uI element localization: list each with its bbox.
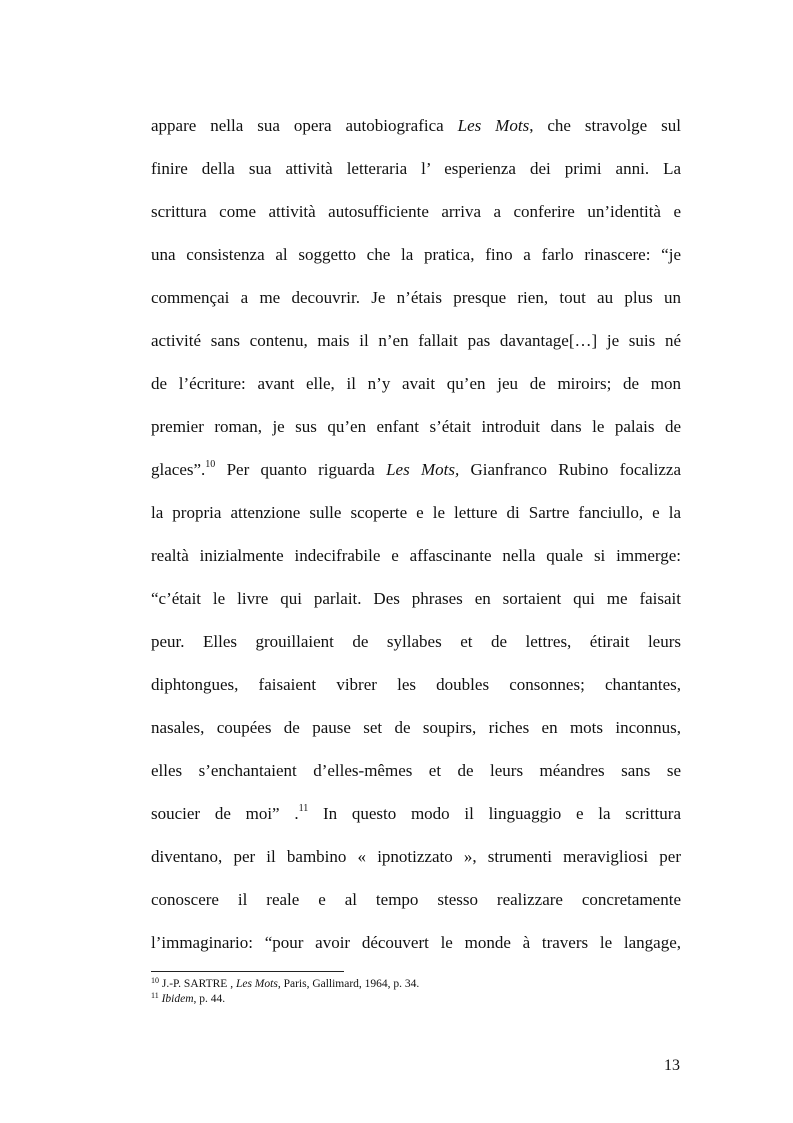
text-line [151, 323, 681, 366]
text-run: appare nella sua opera autobiografica [151, 116, 458, 135]
italic-title: Les Mots [457, 116, 530, 135]
text-run: l’immaginario: “pour avoir découvert le monde à travers le langage, [151, 933, 681, 952]
footnote-10 [151, 977, 681, 992]
text-run: una consistenza al soggetto che la pratica, fino a farlo rinascere: “je [151, 245, 681, 264]
footnote-number: 11 [151, 991, 159, 1000]
text-line [151, 925, 681, 968]
text-run: peur. Elles grouillaient de syllabes et de lettres, étirait leurs [151, 632, 681, 651]
text-line [151, 882, 681, 925]
text-line [151, 538, 681, 581]
text-run: finire della sua attività letteraria l’ esperienza dei primi anni. La [151, 159, 681, 178]
text-run: Per quanto riguarda [215, 460, 387, 479]
text-run: diventano, per il bambino « ipnotizzato », strumenti meravigliosi per [151, 847, 681, 866]
text-run: soucier de moi” . [151, 804, 299, 823]
text-run: de l’écriture: avant elle, il n’y avait qu’en jeu de miroirs; de mon [151, 374, 681, 393]
text-line [151, 495, 681, 538]
footnote-separator [151, 971, 344, 972]
text-run: la propria attenzione sulle scoperte e le letture di Sartre fanciullo, e la [151, 503, 681, 522]
text-run: “c’était le livre qui parlait. Des phrases en sortaient qui me faisait [151, 589, 681, 608]
text-run: scrittura come attività autosufficiente arriva a conferire un’identità e [151, 202, 681, 221]
italic-title: Les Mots, [386, 460, 460, 479]
page-number: 13 [664, 1057, 680, 1074]
body-text [151, 108, 681, 968]
text-line [151, 237, 681, 280]
text-run: conoscere il reale e al tempo stesso realizzare concretamente [151, 890, 681, 909]
footnote-text: , p. 44. [193, 993, 226, 1005]
text-run: glaces”. [151, 460, 206, 479]
text-run: , che stravolge sul [529, 116, 681, 135]
text-run: Gianfranco Rubino focalizza [459, 460, 681, 479]
text-line [151, 194, 681, 237]
text-line [151, 667, 681, 710]
text-line [151, 409, 681, 452]
footnote-title: Ibidem [161, 993, 194, 1005]
footnote-text: J.-P. SARTRE , [159, 978, 236, 990]
text-run: In questo modo il linguaggio e la scrittura [308, 804, 681, 823]
text-line [151, 796, 681, 839]
text-run: diphtongues, faisaient vibrer les doubles consonnes; chantantes, [151, 675, 681, 694]
footnotes [151, 977, 681, 1007]
text-line [151, 753, 681, 796]
footnote-ref-11[interactable]: 11 [298, 803, 309, 814]
footnote-number: 10 [151, 976, 159, 985]
footnote-11 [151, 992, 681, 1007]
text-run: commençai a me decouvrir. Je n’étais presque rien, tout au plus un [151, 288, 681, 307]
text-line [151, 581, 681, 624]
text-run: activité sans contenu, mais il n’en fallait pas davantage[…] je suis né [151, 331, 681, 350]
text-run: premier roman, je sus qu’en enfant s’était introduit dans le palais de [151, 417, 681, 436]
text-line [151, 624, 681, 667]
text-run: nasales, coupées de pause set de soupirs, riches en mots inconnus, [151, 718, 681, 737]
text-run: realtà inizialmente indecifrabile e affascinante nella quale si immerge: [151, 546, 681, 565]
footnote-text: , Paris, Gallimard, 1964, p. 34. [277, 978, 420, 990]
text-line [151, 280, 681, 323]
text-line [151, 839, 681, 882]
text-line [151, 710, 681, 753]
text-line [151, 151, 681, 194]
footnote-title: Les Mots [235, 978, 278, 990]
text-run: elles s’enchantaient d’elles-mêmes et de leurs méandres sans se [151, 761, 681, 780]
footnote-ref-10[interactable]: 10 [205, 459, 216, 470]
text-line [151, 108, 681, 151]
text-line [151, 366, 681, 409]
text-line [151, 452, 681, 495]
